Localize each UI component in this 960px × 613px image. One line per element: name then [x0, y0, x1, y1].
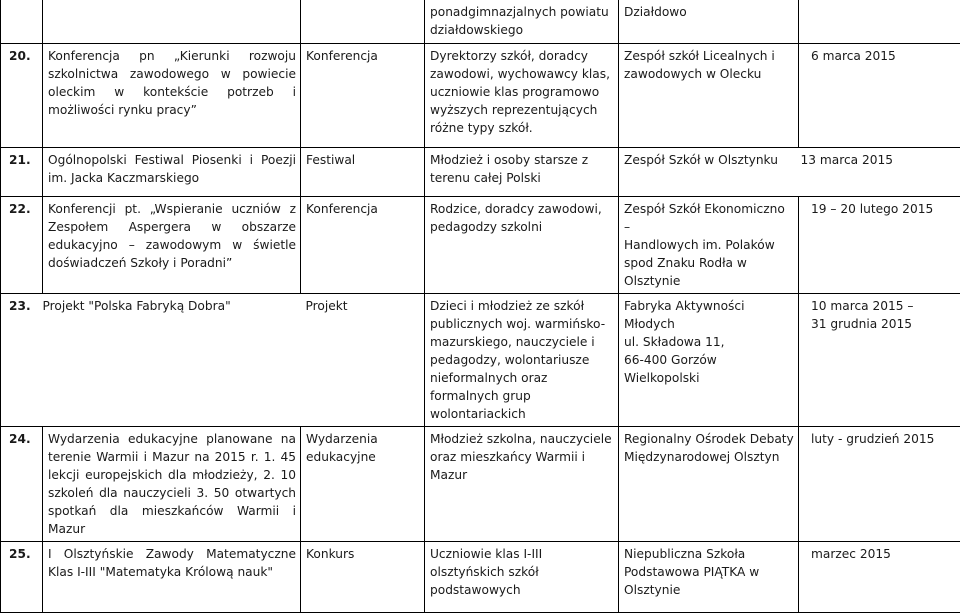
organizer [619, 294, 799, 427]
table-row [1, 148, 960, 197]
table-row [1, 294, 960, 427]
target-audience: Dyrektorzy szkół, doradcy zawodowi, wychowawcy klas, uczniowie klas programowo wyższych reprezentujących różne typy szkół. [425, 44, 619, 148]
row-number [1, 0, 43, 44]
table-row [1, 44, 960, 148]
event-topic: Konferencja pn „Kierunki rozwoju szkolnictwa zawodowego w powiecie oleckim w kontekście potrzeb i możliwości rynku pracy” [43, 44, 301, 148]
organizer [619, 148, 799, 197]
organizer-line: 66-400 Gorzów Wielkopolski [624, 351, 794, 387]
organizer [619, 44, 799, 148]
event-date [799, 148, 960, 197]
organizer-line: Międzynarodowej Olsztyn [624, 448, 794, 466]
date-line: 13 marca 2015 [801, 151, 957, 169]
event-topic: Wydarzenia edukacyjne planowane na terenie Warmii i Mazur na 2015 r. 1. 45 lekcji europejskich dla młodzieży, 2. 10 szkoleń dla nauczycieli 3. 50 otwartych spotkań dla mieszkańców Warmii i Mazur [43, 427, 301, 542]
table-row [1, 427, 960, 542]
event-topic: I Olsztyńskie Zawody Matematyczne Klas I-III "Matematyka Królową nauk" [43, 542, 301, 613]
table-row [1, 0, 960, 44]
date-line: 10 marca 2015 – [811, 297, 956, 315]
date-line: 31 grudnia 2015 [811, 315, 956, 333]
event-topic: Konferencji pt. „Wspieranie uczniów z Zespołem Aspergera w obszarze edukacyjno – zawodowym w świetle doświadczeń Szkoły i Poradni” [43, 197, 301, 294]
organizer-line: Zespół szkół Licealnych i zawodowych w Olecku [624, 47, 794, 83]
date-line: marzec 2015 [811, 545, 956, 563]
row-number: 21. [1, 148, 43, 197]
organizer-line: Zespół Szkół Ekonomiczno – [624, 200, 794, 236]
organizer [619, 427, 799, 542]
organizer-line: Fabryka Aktywności Młodych [624, 297, 794, 333]
date-line: 19 – 20 lutego 2015 [811, 200, 956, 218]
row-number: 22. [1, 197, 43, 294]
organizer-line: Olsztynie [624, 272, 794, 290]
target-audience: ponadgimnazjalnych powiatu działdowskiego [425, 0, 619, 44]
event-form: Projekt [301, 294, 425, 427]
target-audience: Rodzice, doradcy zawodowi, pedagodzy szkolni [425, 197, 619, 294]
organizer-line: Zespół Szkół w Olsztynku [624, 151, 795, 169]
organizer [619, 0, 799, 44]
row-number: 20. [1, 44, 43, 148]
event-form [301, 0, 425, 44]
event-form: Konferencja [301, 197, 425, 294]
event-topic: Ogólnopolski Festiwal Piosenki i Poezji im. Jacka Kaczmarskiego [43, 148, 301, 197]
event-form: Festiwal [301, 148, 425, 197]
event-topic: Projekt "Polska Fabryką Dobra" [43, 294, 301, 427]
event-date [799, 0, 960, 44]
target-audience: Uczniowie klas I-III olsztyńskich szkół podstawowych [425, 542, 619, 613]
organizer-line: Handlowych im. Polaków [624, 236, 794, 254]
organizer-line: Olsztynie [624, 581, 794, 599]
row-number: 24. [1, 427, 43, 542]
organizer-line: Podstawowa PIĄTKA w [624, 563, 794, 581]
target-audience: Młodzież i osoby starsze z terenu całej Polski [425, 148, 619, 197]
event-form: Wydarzenia edukacyjne [301, 427, 425, 542]
event-date [799, 44, 960, 148]
target-audience: Dzieci i młodzież ze szkół publicznych woj. warmińsko-mazurskiego, nauczyciele i pedagodzy, wolontariusze nieformalnych oraz formalnych grup wolontariackich [425, 294, 619, 427]
table-row [1, 542, 960, 613]
organizer-line: spod Znaku Rodła w [624, 254, 794, 272]
event-date [799, 427, 960, 542]
table-row [1, 197, 960, 294]
date-line: luty - grudzień 2015 [811, 430, 956, 448]
organizer-line: ul. Składowa 11, [624, 333, 794, 351]
organizer-line: Działdowo [624, 3, 794, 21]
organizer [619, 197, 799, 294]
event-form: Konferencja [301, 44, 425, 148]
event-date [799, 294, 960, 427]
organizer-line: Niepubliczna Szkoła [624, 545, 794, 563]
row-number: 23. [1, 294, 43, 427]
event-form: Konkurs [301, 542, 425, 613]
target-audience: Młodzież szkolna, nauczyciele oraz mieszkańcy Warmii i Mazur [425, 427, 619, 542]
row-number: 25. [1, 542, 43, 613]
event-date [799, 197, 960, 294]
event-date [799, 542, 960, 613]
organizer-line: Regionalny Ośrodek Debaty [624, 430, 794, 448]
event-topic [43, 0, 301, 44]
organizer [619, 542, 799, 613]
date-line: 6 marca 2015 [811, 47, 956, 65]
